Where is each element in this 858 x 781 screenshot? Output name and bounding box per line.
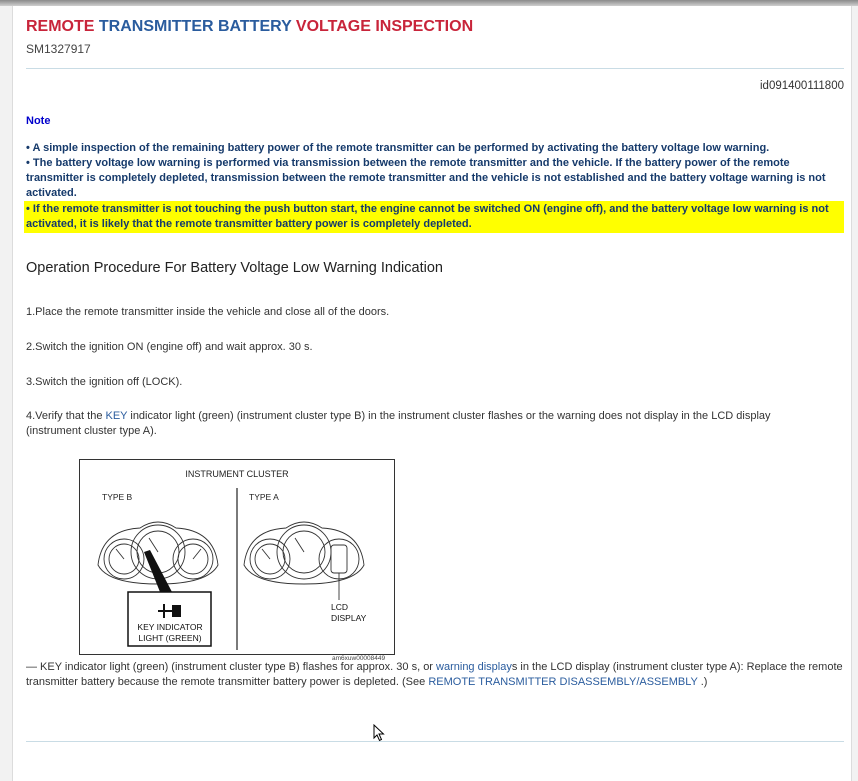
step-4: 4.Verify that the KEY indicator light (green) (instrument cluster type B) in the instrument cluster flashes or the warning does not display in the LCD display (instrument cluster type A). — [26, 410, 771, 437]
note-item-3-highlighted: • If the remote transmitter is not touching the push button start, the engine cannot be switched ON (engine off), and the battery voltage low warning is not activated, it is likely that the remote transmitter battery power is completely depleted. — [24, 201, 844, 233]
figure-title: INSTRUMENT CLUSTER — [185, 469, 289, 479]
section-heading: Operation Procedure For Battery Voltage Low Warning Indication — [26, 260, 443, 276]
note-item-2: • The battery voltage low warning is performed via transmission between the remote transmitter and the vehicle. If the battery power of the remote transmitter is completely depleted, transmission between the remote transmitter and the vehicle is not established and the battery voltage warning is not activated. — [26, 157, 826, 199]
top-window-strip — [0, 0, 858, 6]
divider — [26, 68, 844, 69]
type-a-cluster-icon — [244, 522, 364, 600]
disassembly-link[interactable]: REMOTE TRANSMITTER DISASSEMBLY/ASSEMBLY — [428, 676, 698, 688]
lcd-label-line1: LCD — [331, 602, 349, 612]
cluster-illustration — [80, 460, 394, 654]
note-item-1: • A simple inspection of the remaining battery power of the remote transmitter can be performed by activating the battery voltage low warning. — [26, 142, 770, 154]
step-1: 1.Place the remote transmitter inside the vehicle and close all of the doors. — [26, 306, 390, 318]
key-label-line1: KEY INDICATOR — [137, 622, 203, 632]
figure-code: am6xuw00008449 — [332, 655, 386, 662]
step-3: 3.Switch the ignition off (LOCK). — [26, 376, 183, 388]
bottom-divider — [26, 741, 844, 742]
mouse-cursor-icon — [373, 724, 385, 747]
type-a-label: TYPE A — [249, 492, 279, 502]
note-heading: Note — [26, 115, 51, 127]
lcd-label-line2: DISPLAY — [331, 613, 367, 623]
warning-display-link[interactable]: warning display — [436, 661, 512, 673]
left-frame — [0, 6, 13, 781]
key-link[interactable]: KEY — [105, 410, 128, 422]
page-title: REMOTE TRANSMITTER BATTERY VOLTAGE INSPECTION — [26, 18, 474, 35]
doc-id: SM1327917 — [26, 42, 91, 56]
instrument-cluster-figure — [79, 459, 395, 655]
result-paragraph: — KEY indicator light (green) (instrument cluster type B) flashes for approx. 30 s, or warning displays in the LCD display (instrument cluster type A): Replace the remote transmitter battery because the remote transmitter battery power is depleted. (See REMOTE TRANSMITTER DISASSEMBLY/ASSEMBLY .) — [26, 661, 843, 688]
type-b-label: TYPE B — [102, 492, 133, 502]
right-frame — [851, 6, 858, 781]
step-2: 2.Switch the ignition ON (engine off) and wait approx. 30 s. — [26, 341, 313, 353]
key-label-line2: LIGHT (GREEN) — [138, 633, 202, 643]
document-content — [26, 16, 844, 688]
document-identifier: id091400111800 — [760, 80, 844, 92]
